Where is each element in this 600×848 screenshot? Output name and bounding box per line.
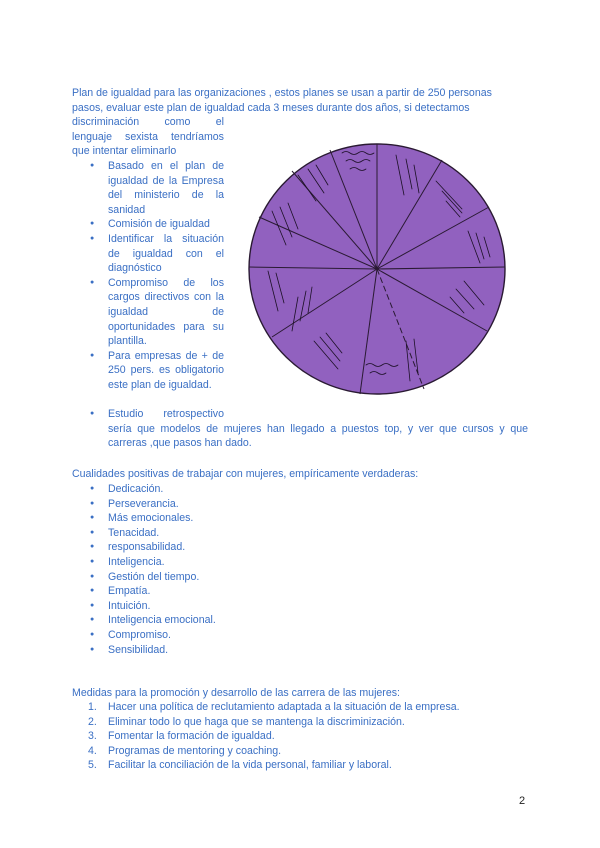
list-item: 4. Programas de mentoring y coaching. [88,744,282,757]
intro-narrow-line-2: lenguaje sexista tendríamos [72,130,224,143]
intro-narrow-line-3: que intentar eliminarlo [72,145,177,158]
list-item: ● Perseverancia. [72,497,372,512]
medidas-list [72,700,512,773]
list-item: ● Comisión de igualdad [72,217,224,232]
list-item: 1. Hacer una política de reclutamiento adaptada a la situación de la empresa. [88,701,460,713]
intro-paragraph [72,86,528,115]
plan-bullet-list [72,159,224,393]
list-item: ● Empatía. [72,584,372,599]
list-item: ● responsabilidad. [72,540,372,555]
list-item: 3. Fomentar la formación de igualdad. [88,730,275,743]
cualidades-list [72,482,372,657]
list-item: ● Sensibilidad. [72,643,372,658]
estudio-bullet-list [72,407,528,451]
list-item: ● Estudio retrospectivo sería que modelos de mujeres han llegado a puestos top, y ver que cursos y que carreras ,que pasos han dado. [72,407,528,451]
page-number: 2 [519,795,526,807]
list-item: 5. Facilitar la conciliación de la vida personal, familiar y laboral. [88,759,392,772]
list-item: ● Inteligencia emocional. [72,613,372,628]
intro-line-1: Plan de igualdad para las organizaciones , estos planes se usan a partir de 250 personas [72,87,492,99]
cualidades-heading: Cualidades positivas de trabajar con mujeres, empíricamente verdaderas: [72,468,419,480]
list-item: ● Intuición. [72,599,372,614]
list-item: ● Compromiso. [72,628,372,643]
list-item: ● Inteligencia. [72,555,372,570]
intro-narrow-line-1: discriminación como el [72,116,224,128]
intro-narrow-block [72,115,224,159]
list-item: 2. Eliminar todo lo que haga que se mantenga la discriminización. [88,715,405,728]
medidas-heading: Medidas para la promoción y desarrollo de las carrera de las mujeres: [72,687,400,699]
list-item: ● Para empresas de + de 250 pers. es obligatorio este plan de igualdad. [72,349,224,393]
list-item: ● Compromiso de los cargos directivos con la igualdad de oportunidades para su plantilla. [72,276,224,349]
list-item: ● Basado en el plan de igualdad de la Empresa del ministerio de la sanidad [72,159,224,217]
list-item: ● Identificar la situación de igualdad con el diagnóstico [72,232,224,276]
list-item: ● Más emocionales. [72,511,372,526]
list-item: ● Tenacidad. [72,526,372,541]
intro-line-2: pasos, evaluar este plan de igualdad cada 3 meses durante dos años, si detectamos [72,101,470,114]
handwritten-wheel-image [246,141,514,401]
list-item: ● Gestión del tiempo. [72,570,372,585]
list-item: ● Dedicación. [72,482,372,497]
